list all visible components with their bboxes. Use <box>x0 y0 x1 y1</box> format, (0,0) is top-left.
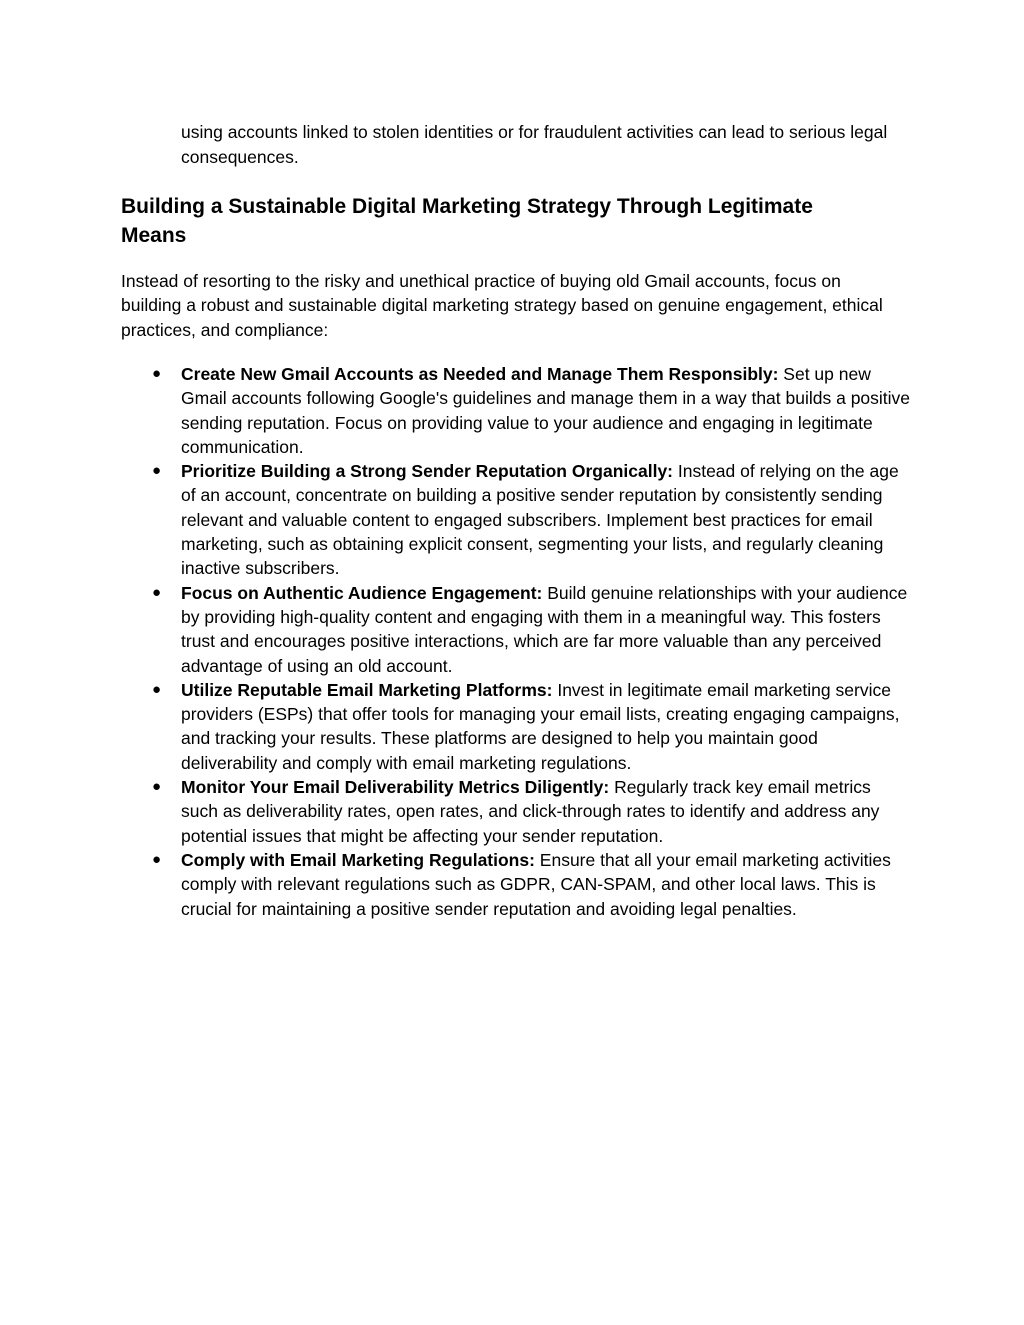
bullet-item-sender-reputation <box>121 459 911 580</box>
bullet-icon: ● <box>152 680 162 698</box>
bullet-title: Prioritize Building a Strong Sender Reputation Organically: <box>181 461 673 482</box>
bullet-icon: ● <box>152 850 162 868</box>
bullet-title: Comply with Email Marketing Regulations: <box>181 849 535 870</box>
bullet-icon: ● <box>152 365 162 382</box>
bullet-text: Set up new Gmail accounts following Google's guidelines and manage them in a way that builds a positive sending reputation. Focus on providing value to your audience and engaging in legitimate communication. <box>181 364 911 457</box>
bullet-icon: ● <box>152 583 162 601</box>
bullet-icon: ● <box>152 778 162 796</box>
continuation-paragraph: using accounts linked to stolen identities or for fraudulent activities can lead to serious legal consequences. <box>181 122 888 167</box>
bullet-text: Invest in legitimate email marketing service providers (ESPs) that offer tools for managing your email lists, creating engaging campaigns, and tracking your results. These platforms are designed to help you maintain good deliverability and comply with email marketing regulations. <box>181 679 900 773</box>
section-heading: Building a Sustainable Digital Marketing Strategy Through Legitimate Means <box>121 195 813 247</box>
intro-paragraph: Instead of resorting to the risky and unethical practice of buying old Gmail accounts, focus on building a robust and sustainable digital marketing strategy based on genuine engagement, ethical practices, and compliance: <box>121 271 883 340</box>
bullet-text: Ensure that all your email marketing activities comply with relevant regulations such as GDPR, CAN-SPAM, and other local laws. This is crucial for maintaining a positive sender reputation and avoiding legal penalties. <box>181 849 891 919</box>
bullet-icon: ● <box>152 462 162 480</box>
bullet-title: Utilize Reputable Email Marketing Platforms: <box>181 679 553 700</box>
bullet-text: Instead of relying on the age of an account, concentrate on building a positive sender reputation by consistently sending relevant and valuable content to engaged subscribers. Implement best practices for email marketing, such as obtaining explicit consent, segmenting your lists, and regularly cleaning inactive subscribers. <box>181 461 899 579</box>
bullet-item-create-accounts <box>121 362 911 459</box>
bullet-text: Build genuine relationships with your audience by providing high-quality content and engaging with them in a meaningful way. This fosters trust and encourages positive interactions, which are far more valuable than any perceived advantage of using an old account. <box>181 582 908 676</box>
bullet-item-deliverability-metrics <box>121 775 911 848</box>
bullet-text: Regularly track key email metrics such as deliverability rates, open rates, and click-through rates to identify and address any potential issues that might be affecting your sender reputation. <box>181 777 880 846</box>
bullet-title: Monitor Your Email Deliverability Metrics Diligently: <box>181 777 610 798</box>
bullet-title: Create New Gmail Accounts as Needed and Manage Them Responsibly: <box>181 364 779 384</box>
bullet-item-marketing-platforms <box>121 678 911 775</box>
bullet-title: Focus on Authentic Audience Engagement: <box>181 582 543 603</box>
bullet-item-audience-engagement <box>121 581 911 678</box>
strategy-bullet-list <box>121 362 911 921</box>
bullet-item-regulations <box>121 848 911 921</box>
